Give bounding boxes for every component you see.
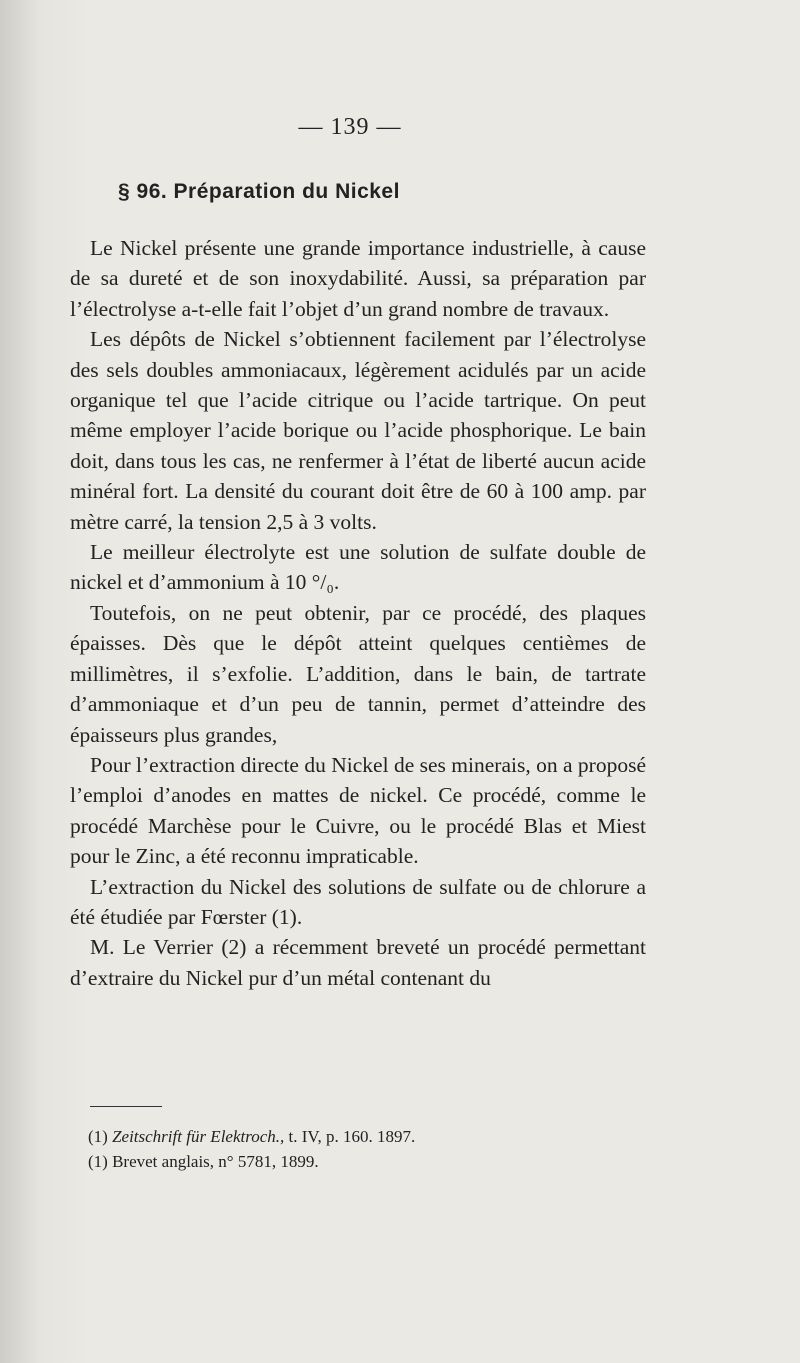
paragraph: Le Nickel présente une grande importance industrielle, à cause de sa dureté et de son inoxydabilité. Aussi, sa préparation par l’électrolyse a-t-elle fait l’objet d’un grand nombre de travaux. bbox=[70, 236, 646, 321]
paragraph: Le meilleur électrolyte est une solution de sulfate double de nickel et d’ammonium à 10 °/₀. bbox=[70, 540, 646, 595]
section-heading: § 96. Préparation du Nickel bbox=[118, 180, 400, 203]
page-number: — 139 — bbox=[298, 114, 402, 140]
footnote-text: Brevet anglais, n° 5781, 1899. bbox=[112, 1152, 319, 1171]
paragraph: Pour l’extraction directe du Nickel de ses minerais, on a proposé l’emploi d’anodes en mattes de nickel. Ce procédé, comme le procédé Marchèse pour le Cuivre, ou le procédé Blas et Miest pour le Zinc, a été reconnu impraticable. bbox=[70, 752, 646, 869]
footnotes bbox=[88, 1124, 415, 1174]
footnote-marker: (1) bbox=[88, 1152, 108, 1171]
footnote-2 bbox=[88, 1149, 415, 1174]
footnote-1 bbox=[88, 1124, 415, 1149]
paragraph: M. Le Verrier (2) a récemment breveté un procédé permettant d’extraire du Nickel pur d’un métal contenant du bbox=[70, 935, 646, 990]
paragraph: L’extraction du Nickel des solutions de sulfate ou de chlorure a été étudiée par Fœrster (1). bbox=[70, 874, 646, 929]
body-text bbox=[70, 233, 646, 993]
footnote-marker: (1) bbox=[88, 1127, 108, 1146]
footnote-journal-title: Zeitschrift für Elektroch., bbox=[112, 1127, 285, 1146]
paragraph: Les dépôts de Nickel s’obtiennent facilement par l’électrolyse des sels doubles ammoniacaux, légèrement acidulés par un acide organique tel que l’acide citrique ou l’acide tartrique. On peut même employer l’acide borique ou l’acide phosphorique. Le bain doit, dans tous les cas, ne renfermer à l’état de liberté aucun acide minéral fort. La densité du courant doit être de 60 à 100 amp. par mètre carré, la tension 2,5 à 3 volts. bbox=[70, 327, 646, 534]
footnote-text: t. IV, p. 160. 1897. bbox=[284, 1127, 416, 1146]
footnote-divider bbox=[90, 1106, 162, 1107]
paragraph: Toutefois, on ne peut obtenir, par ce procédé, des plaques épaisses. Dès que le dépôt atteint quelques centièmes de millimètres, il s’exfolie. L’addition, dans le bain, de tartrate d’ammoniaque et d’un peu de tannin, permet d’atteindre des épaisseurs plus grandes, bbox=[70, 600, 646, 747]
